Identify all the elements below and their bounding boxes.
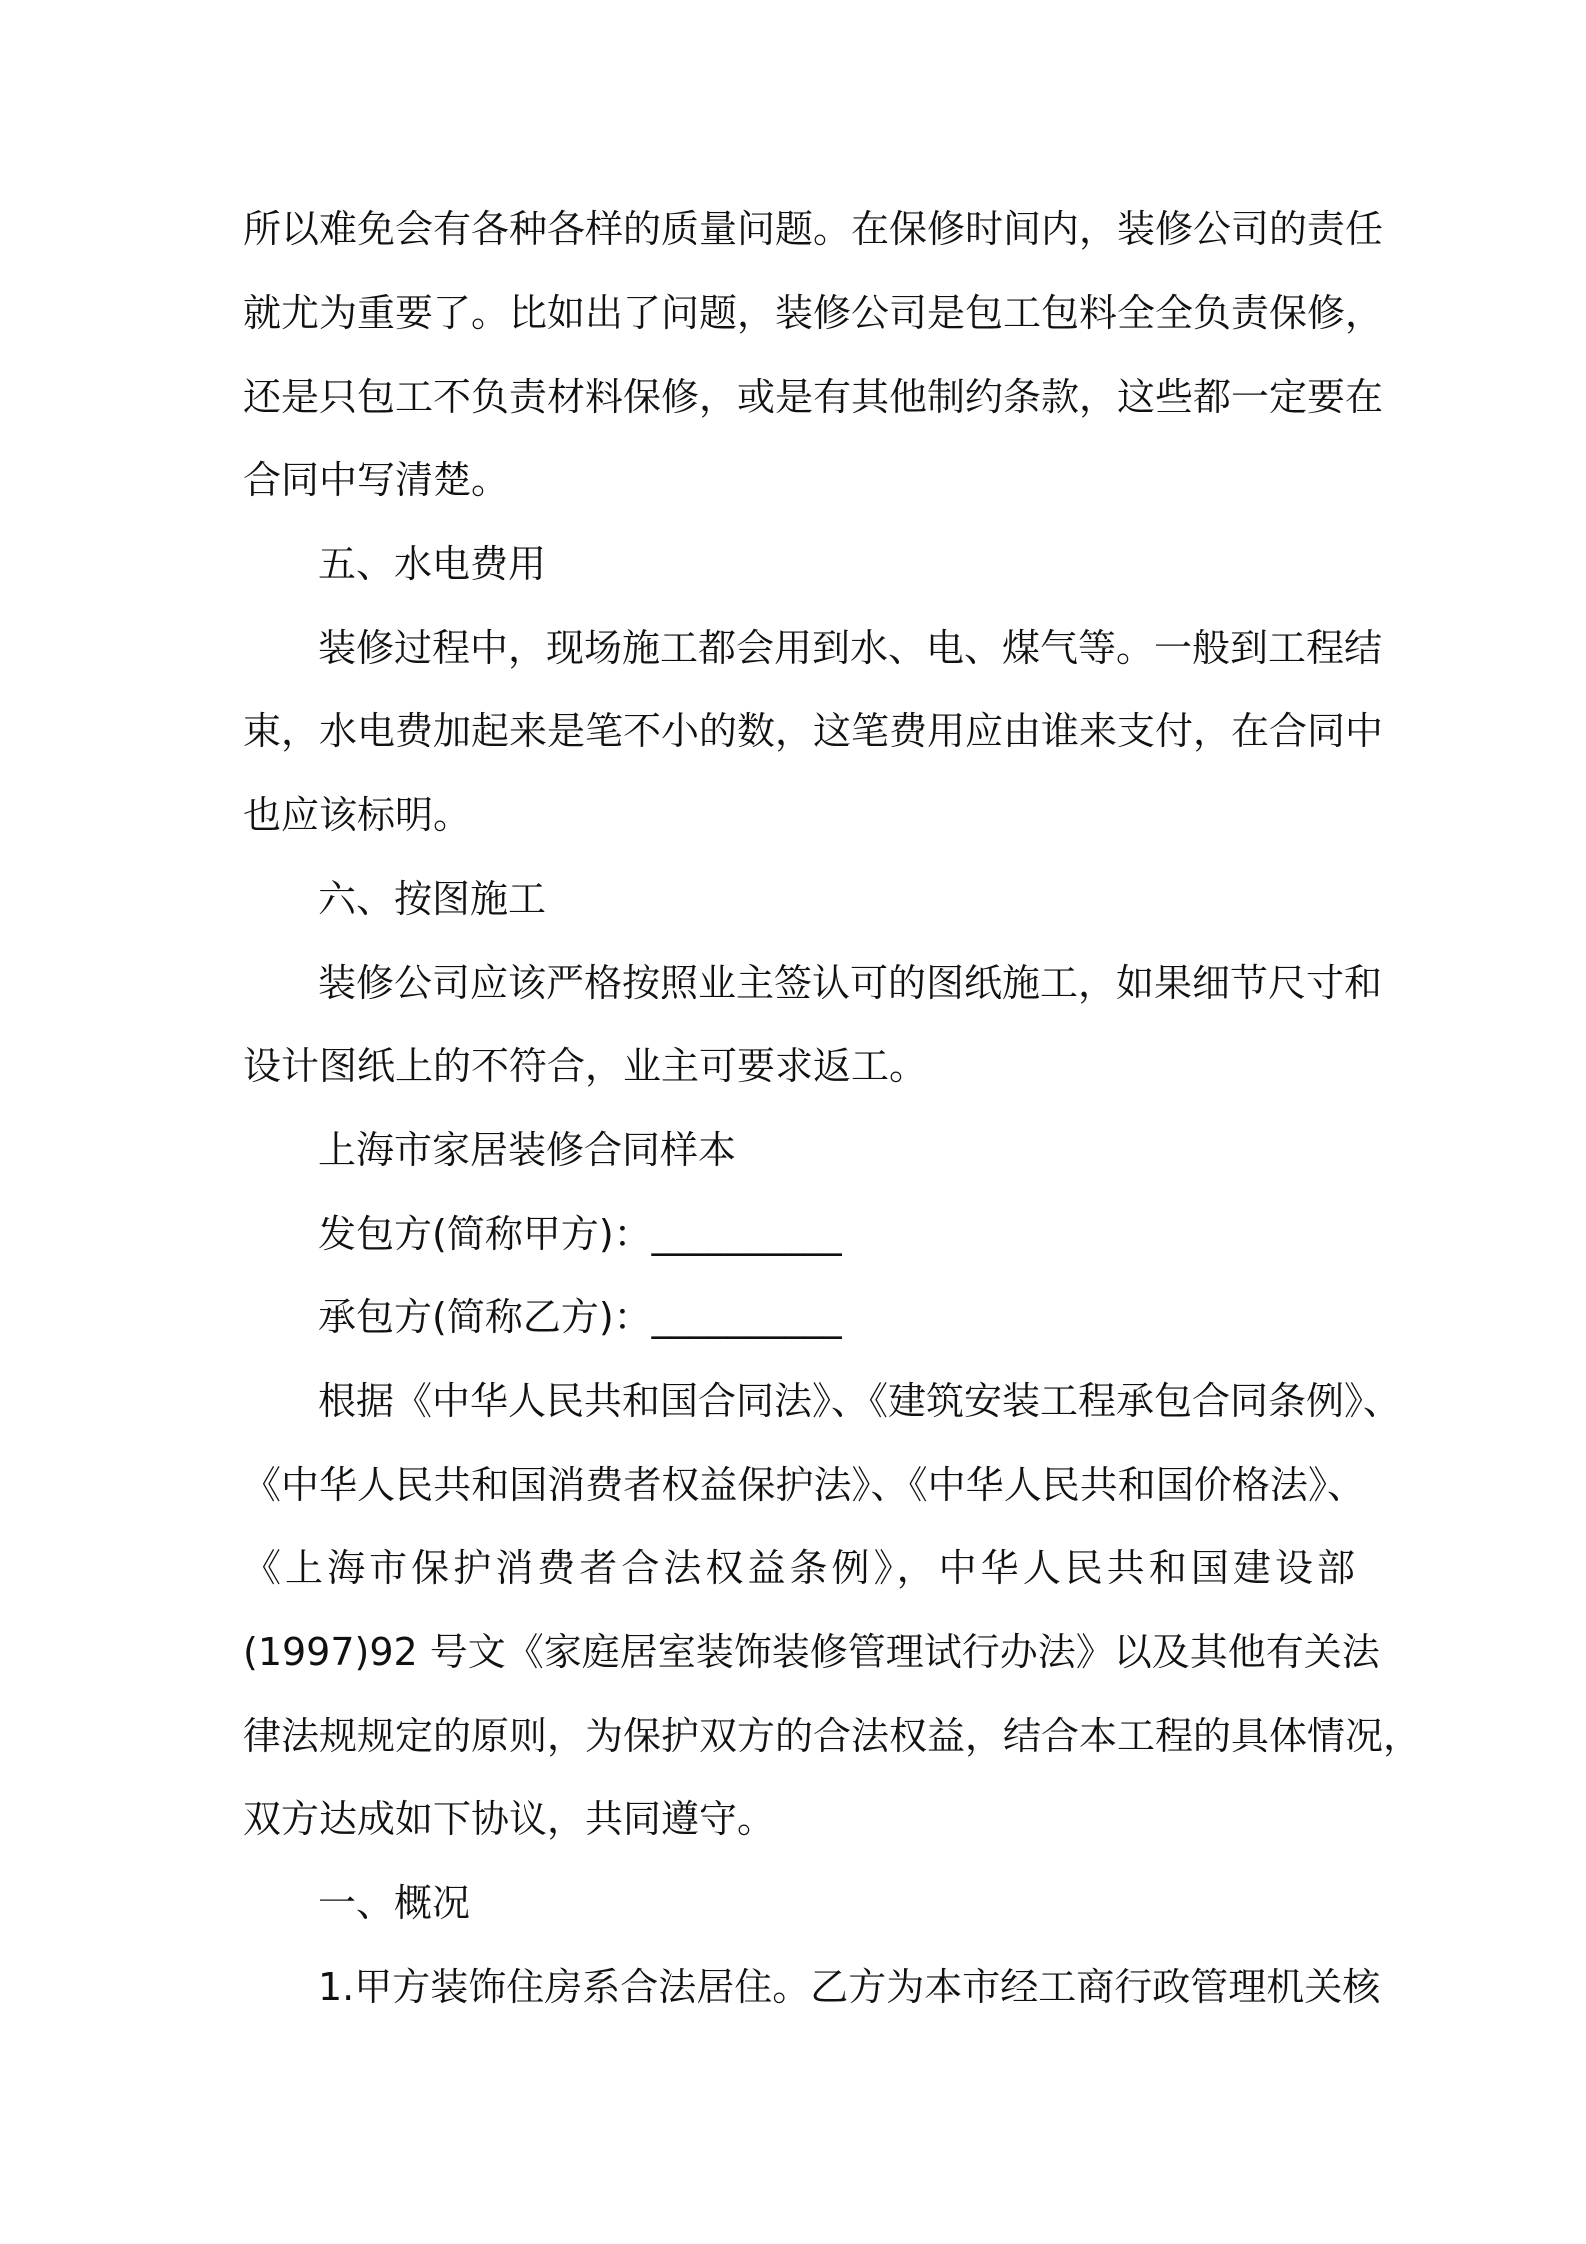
text-line: 束，水电费加起来是笔不小的数，这笔费用应由谁来支付，在合同中 bbox=[243, 709, 1384, 753]
text-line: (1997)92 号文《家庭居室装饰装修管理试行办法》以及其他有关法 bbox=[243, 1630, 1380, 1674]
text-line: 就尤为重要了。比如出了问题，装修公司是包工包料全全负责保修， bbox=[243, 291, 1384, 335]
text-line: 也应该标明。 bbox=[243, 793, 472, 837]
text-line: 《上海市保护消费者合法权益条例》，中华人民共和国建设部 bbox=[243, 1546, 1355, 1590]
section-heading: 五、水电费用 bbox=[318, 542, 547, 586]
text-line: 还是只包工不负责材料保修，或是有其他制约条款，这些都一定要在 bbox=[243, 375, 1384, 419]
text-line: 装修公司应该严格按照业主签认可的图纸施工，如果细节尺寸和 bbox=[318, 961, 1383, 1005]
party-b-field: 承包方(简称乙方)：__________ bbox=[318, 1295, 842, 1339]
text-line: 根据《中华人民共和国合同法》、《建筑安装工程承包合同条例》、 bbox=[318, 1379, 1402, 1423]
party-a-field: 发包方(简称甲方)：__________ bbox=[318, 1212, 842, 1256]
text-line: 设计图纸上的不符合，业主可要求返工。 bbox=[243, 1044, 928, 1088]
text-line: 双方达成如下协议，共同遵守。 bbox=[243, 1797, 776, 1841]
text-line: 合同中写清楚。 bbox=[243, 458, 510, 502]
text-line: 《中华人民共和国消费者权益保护法》、《中华人民共和国价格法》、 bbox=[243, 1463, 1365, 1507]
text-line: 1.甲方装饰住房系合法居住。乙方为本市经工商行政管理机关核 bbox=[318, 1965, 1381, 2009]
section-heading: 六、按图施工 bbox=[318, 877, 547, 921]
text-line: 装修过程中，现场施工都会用到水、电、煤气等。一般到工程结 bbox=[318, 626, 1383, 670]
text-line: 所以难免会有各种各样的质量问题。在保修时间内，装修公司的责任 bbox=[243, 207, 1384, 251]
section-heading: 一、概况 bbox=[318, 1881, 471, 1925]
contract-title: 上海市家居装修合同样本 bbox=[318, 1128, 737, 1172]
text-line: 律法规规定的原则，为保护双方的合法权益，结合本工程的具体情况， bbox=[243, 1714, 1422, 1758]
